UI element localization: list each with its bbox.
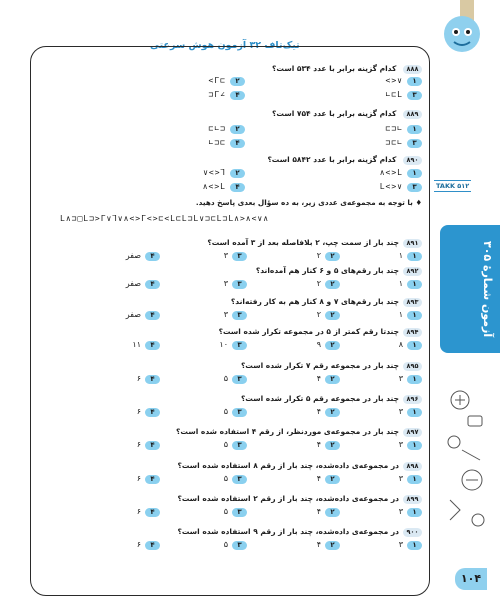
- question-text: کدام گزینه برابر با عدد ۵۸۴۲ است؟: [267, 155, 397, 164]
- question-number: ۸۹۶: [403, 395, 422, 404]
- question-text: چندتا رقم کمتر از ۵ در مجموعه تکرار شده است؟: [218, 327, 399, 336]
- question-text: چند بار از سمت چپ، ۲ بلافاصله بعد از ۳ آمده است؟: [207, 238, 399, 247]
- question-891: [207, 238, 422, 248]
- option-4[interactable]: ۴∟⊐⊏: [209, 138, 245, 148]
- option-4[interactable]: ۴۶: [137, 540, 160, 550]
- option-1[interactable]: ۱۳: [399, 474, 422, 484]
- option-4[interactable]: ۴۶: [137, 474, 160, 484]
- question-889: [272, 109, 422, 119]
- option-1[interactable]: ۱۱: [399, 251, 422, 261]
- option-3[interactable]: ۳۱۰: [219, 340, 247, 350]
- option-1[interactable]: ۱۳: [399, 507, 422, 517]
- option-2[interactable]: ۲۲: [317, 310, 340, 320]
- question-894: [219, 327, 422, 337]
- question-text: کدام گزینه برابر با عدد ۷۵۴ است؟: [272, 109, 397, 118]
- question-text: چند بار در مجموعه رقم ۵ تکرار شده است؟: [240, 394, 399, 403]
- option-3[interactable]: ۳۵: [224, 540, 247, 550]
- option-1[interactable]: ۱۸: [399, 340, 422, 350]
- page-number: ۱۰۴: [455, 568, 487, 590]
- question-number: ۸۹۳: [403, 298, 422, 307]
- option-3[interactable]: ۳۵: [224, 440, 247, 450]
- question-number: ۸۹۴: [403, 328, 422, 337]
- question-number: ۸۹۲: [403, 267, 422, 276]
- page-header-title: تیک‌تاف ۳۲ آزمون هوش سرعتی: [150, 40, 300, 51]
- question-text: در مجموعه‌ی داده‌شده، چند بار از رقم ۹ استفاده شده است؟: [177, 527, 399, 536]
- option-2[interactable]: ۲۴: [317, 407, 340, 417]
- option-2[interactable]: ۲∨<>⅂: [203, 168, 245, 178]
- question-number: ۸۹۸: [403, 462, 422, 471]
- option-2[interactable]: ۲۴: [317, 540, 340, 550]
- option-3[interactable]: ۳۵: [224, 507, 247, 517]
- sequence-instruction: ♦ با توجه به مجموعه‌ی عددی زیر، به ده سؤال بعدی پاسخ دهید.: [195, 198, 422, 207]
- option-3[interactable]: ۳۳: [224, 251, 247, 261]
- option-3[interactable]: ۳۵: [224, 374, 247, 384]
- question-text: چند بار در مجموعه‌ی موردنظر، از رقم ۴ استفاده شده است؟: [176, 427, 399, 436]
- option-1[interactable]: ۱⊏⊐∟: [386, 124, 422, 134]
- question-895: [241, 361, 422, 371]
- question-893: [231, 297, 422, 307]
- logo-icon: [440, 12, 484, 56]
- option-3[interactable]: ۳۳: [224, 310, 247, 320]
- option-2[interactable]: ۲۹: [317, 340, 340, 350]
- option-3[interactable]: ۳۵: [224, 407, 247, 417]
- option-4[interactable]: ۴۶: [137, 507, 160, 517]
- question-888: [272, 64, 422, 74]
- option-3[interactable]: ۳L<>∨: [380, 182, 422, 192]
- test-side-tab: [440, 225, 500, 353]
- option-2[interactable]: ۲⊏∟⊐: [209, 124, 245, 134]
- option-1[interactable]: ۱۳: [399, 540, 422, 550]
- option-4[interactable]: ۴۶: [137, 374, 160, 384]
- option-1[interactable]: ۱۳: [399, 374, 422, 384]
- option-4[interactable]: ۴۶: [137, 407, 160, 417]
- question-890: [267, 155, 422, 165]
- decorative-doodles-icon: [440, 380, 495, 540]
- question-number: ۹۰۰: [403, 528, 422, 537]
- question-number: ۸۸۸: [403, 65, 422, 74]
- option-1[interactable]: ۱۳: [399, 440, 422, 450]
- question-897: [176, 427, 422, 437]
- option-4[interactable]: ۴۱۱: [132, 340, 160, 350]
- option-2[interactable]: ۲۴: [317, 507, 340, 517]
- question-898: [178, 461, 422, 471]
- option-1[interactable]: ۱۱: [399, 310, 422, 320]
- option-3[interactable]: ۳∟⊏L: [386, 90, 422, 100]
- question-text: کدام گزینه برابر با عدد ۵۳۴ است؟: [272, 64, 397, 73]
- option-1[interactable]: ۱<>∨: [386, 76, 422, 86]
- question-text: چند بار رقم‌های ۷ و ۸ کنار هم به کار رفته‌اند؟: [230, 297, 399, 306]
- option-4[interactable]: ۴صفر: [126, 251, 160, 261]
- option-4[interactable]: ۴صفر: [126, 279, 160, 289]
- question-number: ۸۹۱: [403, 239, 422, 248]
- question-number: ۸۹۰: [403, 156, 422, 165]
- question-number: ۸۹۹: [403, 495, 422, 504]
- book-code: TAKK ۵۱۲: [436, 182, 470, 190]
- option-2[interactable]: ۲۲: [317, 251, 340, 261]
- option-3[interactable]: ۳⊐⊏∟: [386, 138, 422, 148]
- option-2[interactable]: ۲۴: [317, 474, 340, 484]
- option-3[interactable]: ۳۳: [224, 279, 247, 289]
- question-number: ۸۸۹: [403, 110, 422, 119]
- question-899: [178, 494, 422, 504]
- question-text: چند بار در مجموعه رقم ۷ تکرار شده است؟: [240, 361, 399, 370]
- question-number: ۸۹۵: [403, 362, 422, 371]
- question-896: [241, 394, 422, 404]
- test-side-tab-label: آزمون شمارهٔ ۳۰۵: [481, 240, 494, 338]
- option-4[interactable]: ۴∧<>L: [203, 182, 245, 192]
- question-892: [256, 266, 422, 276]
- option-2[interactable]: ۲۲: [317, 279, 340, 289]
- option-1[interactable]: ۱∧<>L: [380, 168, 422, 178]
- question-text: چند بار رقم‌های ۵ و ۶ کنار هم آمده‌اند؟: [255, 266, 399, 275]
- option-2[interactable]: ۲۴: [317, 440, 340, 450]
- question-text: در مجموعه‌ی داده‌شده، چند بار از رقم ۸ استفاده شده است؟: [177, 461, 399, 470]
- option-2[interactable]: ۲<Γ⊏: [209, 76, 245, 86]
- option-2[interactable]: ۲۴: [317, 374, 340, 384]
- option-4[interactable]: ۴⊐Γ∠: [209, 90, 245, 100]
- option-4[interactable]: ۴۶: [137, 440, 160, 450]
- option-3[interactable]: ۳۵: [224, 474, 247, 484]
- symbol-sequence: L∧⊐□L⊐>Γ∨⅂∨∧<>Γ<>⊏<L⊏L⊐L∨⊐⊏L⊐L∧>∧<∨∧: [60, 214, 270, 223]
- option-1[interactable]: ۱۳: [399, 407, 422, 417]
- question-text: در مجموعه‌ی داده‌شده، چند بار از رقم ۲ استفاده شده است؟: [177, 494, 399, 503]
- option-1[interactable]: ۱۱: [399, 279, 422, 289]
- option-4[interactable]: ۴صفر: [126, 310, 160, 320]
- question-number: ۸۹۷: [403, 428, 422, 437]
- question-900: [178, 527, 422, 537]
